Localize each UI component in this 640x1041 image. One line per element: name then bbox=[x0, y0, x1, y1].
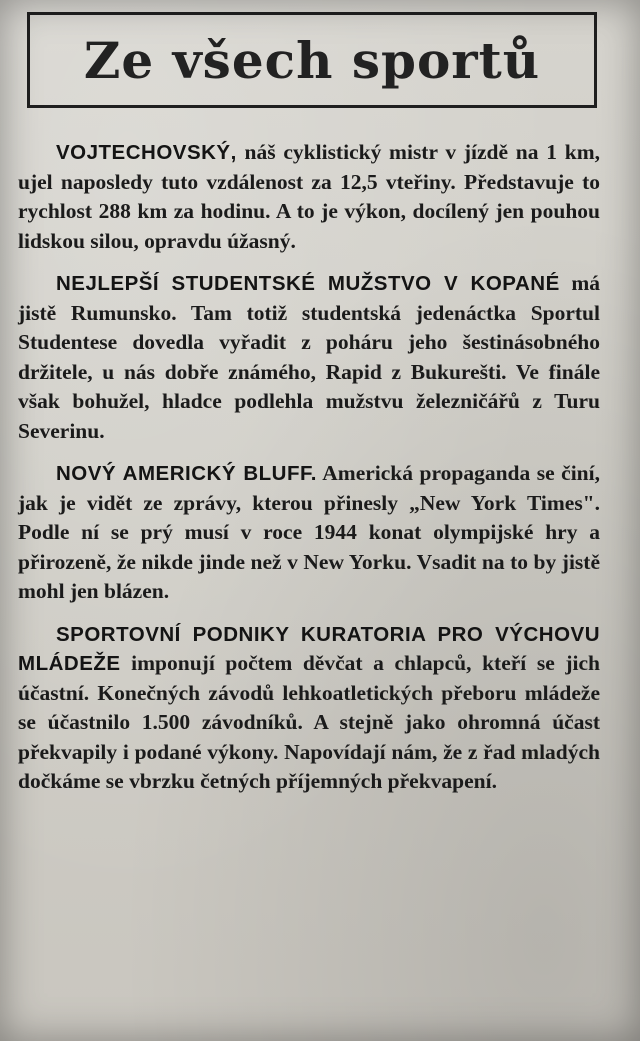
article-text: má jistě Rumunsko. Tam totiž studentská jedenáctka Sportul Studentese dovedla vyřadit z poháru jeho šestinásobného držitele, u nás dobře známého, Rapid z Bukurešti. Ve finále však bohužel, hladce podlehla mužstvu železničářů z Turu Severinu. bbox=[18, 271, 600, 443]
article-cyclist bbox=[18, 138, 600, 256]
article-lead: NOVÝ AMERICKÝ BLUFF. bbox=[56, 462, 317, 485]
headline-frame bbox=[27, 12, 597, 108]
page-title: Ze všech sportů bbox=[83, 30, 541, 90]
article-student-football bbox=[18, 269, 600, 446]
article-column bbox=[18, 138, 600, 810]
article-text: náš cyklistický mistr v jízdě na 1 km, ujel naposledy tuto vzdálenost za 12,5 vteřiny. Představuje to rychlost 288 km za hodinu. A to je výkon, docílený jen pouhou lidskou silou, opravdu úžasný. bbox=[18, 140, 600, 253]
article-lead: SPORTOVNÍ PODNIKY KURATORIA PRO VÝCHOVU MLÁDEŽE bbox=[18, 622, 600, 675]
article-text: Americká propaganda se činí, jak je vidět ze zprávy, kterou přinesly „New York Times". Podle ní se prý musí v roce 1944 konat olympijské hry a přirozeně, že nikde jinde než v New Yorku. Vsadit na to by jistě mohl jen blázen. bbox=[18, 461, 600, 603]
article-text: imponují počtem děvčat a chlapců, kteří se jich účastní. Konečných závodů lehkoatletických přeboru mládeže se účastnilo 1.500 závodníků. A stejně jako ohromná účast překvapily i podané výkony. Napovídají nám, že z řad mladých dočkáme se vbrzku četných příjemných překvapení. bbox=[18, 651, 600, 793]
article-lead: NEJLEPŠÍ STUDENTSKÉ MUŽSTVO V KOPANÉ bbox=[56, 272, 560, 295]
article-youth-sports bbox=[18, 620, 600, 797]
article-lead: VOJTECHOVSKÝ, bbox=[56, 141, 237, 164]
article-american-bluff bbox=[18, 459, 600, 607]
